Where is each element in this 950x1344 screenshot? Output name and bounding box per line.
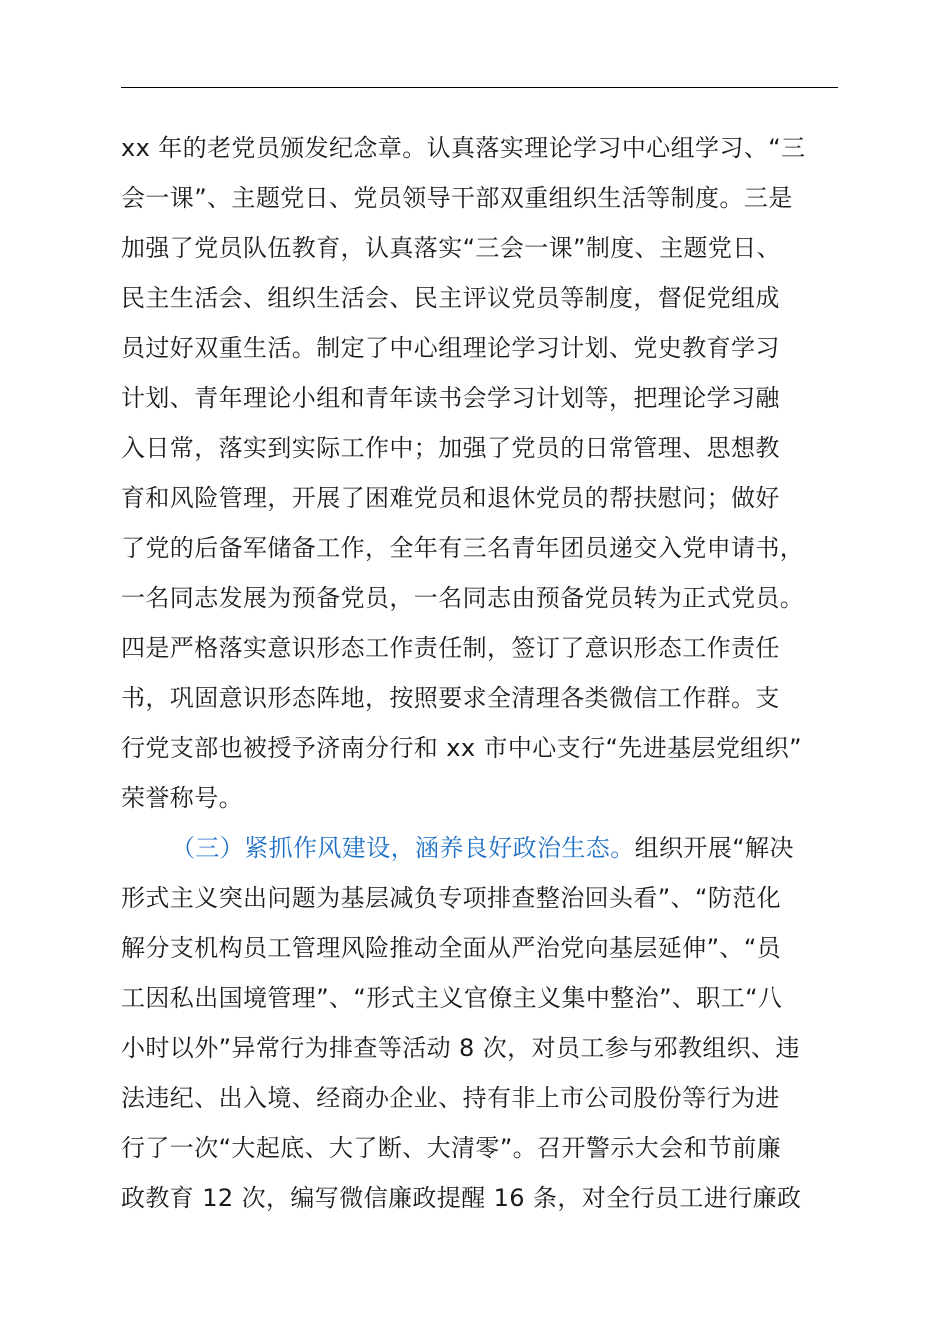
text-line: 行党支部也被授予济南分行和 xx 市中心支行“先进基层党组织” xyxy=(121,734,802,762)
section-first-line xyxy=(121,823,841,873)
text-line: 一名同志发展为预备党员，一名同志由预备党员转为正式党员。 xyxy=(121,584,805,612)
paragraph-1 xyxy=(121,123,841,823)
body-text xyxy=(121,123,841,1223)
text-line: 会一课”、主题党日、党员领导干部双重组织生活等制度。三是 xyxy=(121,184,793,212)
text-line: 行了一次“大起底、大了断、大清零”。召开警示大会和节前廉 xyxy=(121,1134,782,1162)
text-line: 计划、青年理论小组和青年读书会学习计划等，把理论学习融 xyxy=(121,384,780,412)
paragraph-2 xyxy=(121,823,841,1223)
text-line: 书，巩固意识形态阵地，按照要求全清理各类微信工作群。支 xyxy=(121,684,780,712)
text-line: 民主生活会、组织生活会、民主评议党员等制度，督促党组成 xyxy=(121,284,780,312)
header-rule xyxy=(121,87,838,88)
text-line: 政教育 12 次，编写微信廉政提醒 16 条，对全行员工进行廉政 xyxy=(121,1184,802,1212)
text-line: 员过好双重生活。制定了中心组理论学习计划、党史教育学习 xyxy=(121,334,780,362)
section-first-line-text: 组织开展“解决 xyxy=(634,834,794,862)
text-line: 解分支机构员工管理风险推动全面从严治党向基层延伸”、“员 xyxy=(121,934,782,962)
section-heading: （三）紧抓作风建设，涵养良好政治生态。 xyxy=(171,834,635,862)
text-line: 形式主义突出问题为基层减负专项排查整治回头看”、“防范化 xyxy=(121,884,782,912)
text-line: 入日常，落实到实际工作中；加强了党员的日常管理、思想教 xyxy=(121,434,780,462)
text-line: xx 年的老党员颁发纪念章。认真落实理论学习中心组学习、“三 xyxy=(121,134,806,162)
text-line: 小时以外”异常行为排查等活动 8 次，对员工参与邪教组织、违 xyxy=(121,1034,800,1062)
text-line: 荣誉称号。 xyxy=(121,784,243,812)
text-line: 工因私出国境管理”、“形式主义官僚主义集中整治”、职工“八 xyxy=(121,984,783,1012)
text-line: 加强了党员队伍教育，认真落实“三会一课”制度、主题党日、 xyxy=(121,234,782,262)
text-line: 育和风险管理，开展了困难党员和退休党员的帮扶慰问；做好 xyxy=(121,484,780,512)
text-line: 了党的后备军储备工作，全年有三名青年团员递交入党申请书， xyxy=(121,534,805,562)
text-line: 法违纪、出入境、经商办企业、持有非上市公司股份等行为进 xyxy=(121,1084,780,1112)
text-line: 四是严格落实意识形态工作责任制，签订了意识形态工作责任 xyxy=(121,634,780,662)
